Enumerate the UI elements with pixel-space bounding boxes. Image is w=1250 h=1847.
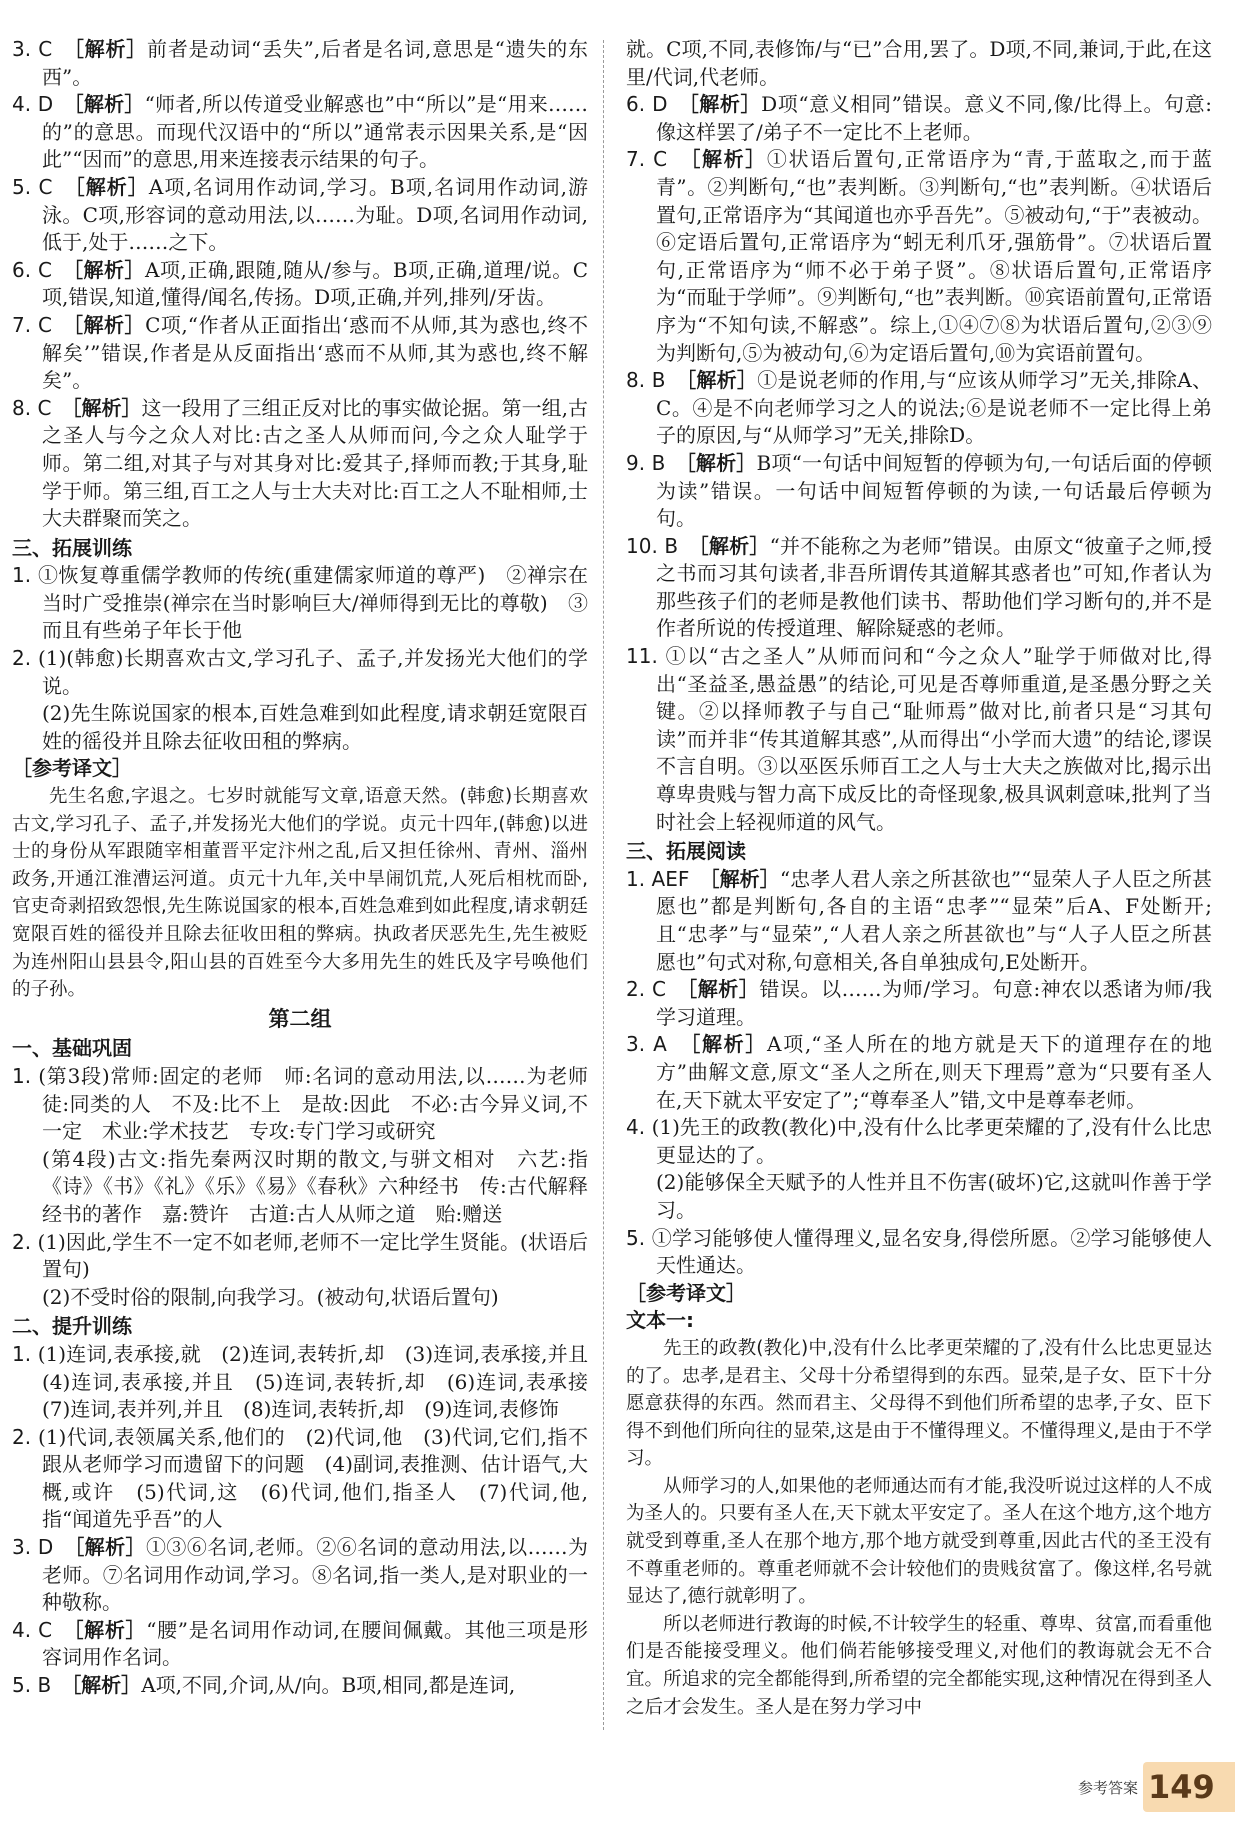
item-number: 1. (626, 866, 646, 891)
item-number: 1. (12, 1341, 32, 1366)
item-number: 2. (12, 1424, 32, 1449)
reference-label: 文本一: (626, 1308, 694, 1333)
answer-choice: D (37, 92, 54, 117)
analysis-tag: ［解析］ (73, 1617, 147, 1642)
analysis-tag: ［解析］ (709, 866, 780, 891)
analysis-tag: ［解析］ (685, 450, 757, 475)
analysis-tag: ［解析］ (74, 174, 149, 199)
answer-text: 错误。以……为师/学习。句意:神农以悉诸为师/我学习道理。 (656, 977, 1213, 1029)
answer-choice: C (38, 37, 53, 61)
answer-item (12, 645, 588, 700)
section-heading: 二、提升训练 (12, 1314, 132, 1339)
analysis-tag: ［解析］ (698, 533, 770, 558)
item-number: 5. (626, 1225, 646, 1250)
analysis-tag: ［解析］ (71, 395, 142, 420)
right-column (626, 36, 1212, 1721)
answer-choice: B (651, 368, 666, 393)
answer-item (626, 146, 1212, 367)
answer-item (12, 36, 588, 91)
answer-item (12, 1672, 588, 1700)
answer-text: ①恢复尊重儒学教师的传统(重建儒家师道的尊严) ②禅宗在当时广受推崇(禅宗在当时影响巨大/禅师得到无比的尊敬) ③而且有些弟子年长于他 (38, 563, 589, 643)
answer-subitem: (2)先生陈说国家的根本,百姓急难到如此程度,请求朝廷宽限百姓的徭役并且除去征收田租的弊病。 (42, 701, 588, 753)
item-number: 4. (626, 1115, 646, 1140)
answer-item (12, 1424, 588, 1534)
page-number: 149 (1148, 1768, 1215, 1806)
answer-text: ①③⑥名词,老师。②⑥名词的意动用法,以……为老师。⑦名词用作动词,学习。⑧名词,指一类人,是对职业的一种敬称。 (42, 1535, 589, 1615)
answer-choice: C (653, 147, 668, 172)
analysis-tag: ［解析］ (690, 1032, 768, 1057)
answer-item (12, 1063, 609, 1146)
answer-item (626, 1031, 1212, 1114)
answer-item (12, 1341, 608, 1424)
answer-text: 前者是动词“丢失”,后者是名词,意思是“遗失的东西”。 (42, 37, 589, 89)
analysis-tag: ［解析］ (73, 92, 145, 117)
section-heading: 一、基础巩固 (12, 1036, 132, 1061)
analysis-tag: ［解析］ (74, 1535, 146, 1560)
reference-label: ［参考译文］ (626, 1280, 746, 1305)
translation-paragraph: 先生名愈,字退之。七岁时就能写文章,语意天然。(韩愈)长期喜欢古文,学习孔子、孟子,并发扬光大他们的学说。贞元十四年,(韩愈)以进士的身份从军跟随宰相董晋平定汴州之乱,后又担任徐州、青州、淄州政务,开通江淮漕运河道。贞元十九年,关中旱闹饥荒,人死后相枕而卧,官吏奇剥招致怨恨,先生陈说国家的根本,百姓急难到如此程度,请求朝廷宽限百姓的徭役并且除去征收田租的弊病。执政者厌恶先生,先生被贬为连州阳山县县令,阳山县的百姓至今大多用先生的姓氏及字号唤他们的子孙。 (12, 786, 588, 1001)
answer-text: (1)因此,学生不一定不如老师,老师不一定比学生贤能。(状语后置句) (37, 1229, 588, 1282)
answer-item (626, 976, 1212, 1031)
item-number: 1. (12, 563, 32, 588)
answer-text: 这一段用了三组正反对比的事实做论据。第一组,古之圣人与今之众人对比:古之圣人从师而问,今之众人耻学于师。第二组,对其子与对其身对比:爱其子,择师而教;于其身,耻学于师。第三组,百工之人与士大夫对比:百工之人不耻相师,士大夫群聚而笑之。 (42, 395, 589, 531)
answer-item (626, 367, 1212, 450)
item-number: 5. (12, 1673, 32, 1698)
answer-text: ①状语后置句,正常语序为“青,于蓝取之,而于蓝青”。②判断句,“也”表判断。③判断句,“也”表判断。④状语后置句,正常语序为“其闻道也亦乎吾先”。⑤被动句,“于”表被动。⑥定语后置句,正常语序为“蚓无利爪牙,强筋骨”。⑦状语后置句,正常语序为“师不必于弟子贤”。⑧状语后置句,正常语序为“而耻于学师”。⑨判断句,“也”表判断。⑩宾语前置句,正常语序为“不知句读,不解惑”。综上,①④⑦⑧为状语后置句,②③⑨为判断句,⑤为被动句,⑥为定语后置句,⑩为宾语前置句。 (656, 147, 1213, 365)
column-divider (603, 40, 604, 1730)
left-column (12, 36, 609, 1700)
answer-item (12, 257, 588, 312)
answer-item (626, 1114, 1212, 1169)
translation-paragraph: 从师学习的人,如果他的老师通达而有才能,我没听说过这样的人不成为圣人的。只要有圣人在,天下就太平安定了。圣人在这个地方,这个地方就受到尊重,圣人在那个地方,那个地方就受到尊重,因此古代的圣王没有不尊重老师的。尊重老师就不会计较他们的贵贱贫富了。像这样,名号就显达了,德行就彰明了。 (626, 1475, 1212, 1608)
analysis-tag: ［解析］ (72, 257, 146, 282)
answer-item (626, 91, 1212, 146)
answer-item (626, 1225, 1212, 1280)
answer-item (626, 450, 1212, 533)
item-number: 3. (12, 1535, 32, 1560)
item-number: 1. (12, 1063, 32, 1088)
answer-choice: C (38, 1617, 53, 1642)
answer-continuation: 就。C项,不同,表修饰/与“已”合用,罢了。D项,不同,兼词,于此,在这里/代词,代老师。 (626, 37, 1212, 89)
answer-text: ①学习能够使人懂得理义,显名安身,得偿所愿。②学习能够使人天性通达。 (651, 1225, 1213, 1278)
group-heading: 第二组 (268, 1006, 332, 1031)
answer-item (12, 312, 588, 395)
answer-choice: C (37, 312, 52, 337)
answer-text: “并不能称之为老师”错误。由原文“彼童子之师,授之书而习其句读者,非吾所谓传其道解其惑者也”可知,作者认为那些孩子们的老师是教他们读书、帮助他们学习断句的,并不是作者所说的传授道理、解除疑惑的老师。 (656, 533, 1213, 641)
answer-choice: B (651, 450, 666, 475)
item-number: 5. (12, 174, 32, 199)
answer-text: (第3段)常师:固定的老师 师:名词的意动用法,以……为老师 徒:同类的人 不及:比不上 是故:因此 不必:古今异义词,不一定 术业:学术技艺 专攻:专门学习或研究 (38, 1063, 609, 1144)
reference-label: ［参考译文］ (12, 756, 132, 781)
footer-label: 参考答案 (1078, 1779, 1139, 1797)
answer-item (12, 1229, 588, 1284)
item-number: 7. (626, 147, 646, 172)
item-number: 4. (12, 92, 32, 117)
answer-text: B项“一句话中间短暂的停顿为句,一句话后面的停顿为读”错误。一句话中间短暂停顿的为读,一句话最后停顿为句。 (656, 450, 1213, 531)
item-number: 8. (12, 395, 32, 420)
item-number: 3. (626, 1032, 646, 1057)
answer-choice: A (653, 1032, 667, 1057)
answer-item (626, 866, 1212, 976)
answer-text: A项,不同,介词,从/向。B项,相同,都是连词, (141, 1673, 516, 1698)
answer-text: (1)先王的政教(教化)中,没有什么比孝更荣耀的了,没有什么比忠更显达的了。 (651, 1115, 1213, 1167)
item-number: 7. (12, 312, 32, 337)
answer-text: A项,名词用作动词,学习。B项,名词用作动词,游泳。C项,形容词的意动用法,以……为耻。D项,名词用作动词,低于,处于……之下。 (42, 174, 589, 255)
item-number: 6. (12, 257, 32, 282)
item-number: 2. (626, 977, 646, 1002)
item-number: 4. (12, 1617, 32, 1642)
analysis-tag: ［解析］ (688, 92, 762, 117)
answer-choice: D (37, 1535, 54, 1560)
analysis-tag: ［解析］ (73, 37, 148, 61)
answer-text: D项“意义相同”错误。意义不同,像/比得上。句意:像这样罢了/弟子不一定比不上老师。 (656, 92, 1213, 144)
answer-item (626, 533, 1212, 643)
answer-subitem: (第4段)古文:指先秦两汉时期的散文,与骈文相对 六艺:指《诗》《书》《礼》《乐》《易》《春秋》六种经书 传:古代解释经书的著作 嘉:赞许 古道:古人从师之道 贻:赠送 (42, 1146, 588, 1226)
answer-choice: B (37, 1673, 52, 1698)
answer-item (12, 1617, 588, 1672)
answer-text: (1)代词,表领属关系,他们的 (2)代词,他 (3)代词,它们,指不跟从老师学习而遗留下的问题 (4)副词,表推测、估计语气,大概,或许 (5)代词,这 (6)代词,他们,指圣人 (7)代词,他,指“闻道先乎吾”的人 (37, 1424, 589, 1532)
answer-text: “师者,所以传道受业解惑也”中“所以”是“用来……的”的意思。而现代汉语中的“所以”通常表示因果关系,是“因此”“因而”的意思,用来连接表示结果的句子。 (42, 92, 589, 172)
answer-choice: AEF (651, 866, 690, 891)
answer-text: A项,正确,跟随,随从/参与。B项,正确,道理/说。C项,错误,知道,懂得/闻名,传扬。D项,正确,并列,排列/牙齿。 (42, 257, 589, 310)
translation-paragraph: 先王的政教(教化)中,没有什么比孝更荣耀的了,没有什么比忠更显达的了。忠孝,是君主、父母十分希望得到的东西。显荣,是子女、臣下十分愿意获得的东西。然而君主、父母得不到他们所希望的忠孝,子女、臣下得不到他们所向往的显荣,这是由于不懂得理义。不懂得理义,是由于不学习。 (626, 1337, 1212, 1470)
analysis-tag: ［解析］ (687, 977, 760, 1002)
item-number: 6. (626, 92, 646, 117)
answer-choice: B (664, 533, 679, 558)
answer-text: A项,“圣人所在的地方就是天下的道理存在的地方”曲解文意,原文“圣人之所在,则天下理焉”意为“只要有圣人在,天下就太平安定了”;“尊奉圣人”错,文中是尊奉老师。 (656, 1032, 1213, 1112)
item-number: 10. (626, 533, 658, 558)
answer-item (12, 1534, 588, 1617)
answer-text: “忠孝人君人亲之所甚欲也”“显荣人子人臣之所甚愿也”都是判断句,各自的主语“忠孝”“显荣”后A、F处断开;且“忠孝”与“显荣”,“人君人亲之所甚欲也”与“人子人臣之所甚愿也”句式对称,句意相关,各自单独成句,E处断开。 (656, 866, 1213, 974)
section-heading: 三、拓展阅读 (626, 839, 746, 864)
answer-text: (1)(韩愈)长期喜欢古文,学习孔子、孟子,并发扬光大他们的学说。 (37, 646, 588, 698)
analysis-tag: ［解析］ (73, 312, 146, 337)
answer-choice: D (652, 92, 668, 117)
translation-paragraph: 所以老师进行教诲的时候,不计较学生的轻重、尊卑、贫富,而看重他们是否能接受理义。他们倘若能够接受理义,对他们的教诲就会无不合宜。所追求的完全都能得到,所希望的完全都能实现,这种情况在得到圣人之后才会发生。圣人是在努力学习中 (626, 1613, 1212, 1718)
answer-subitem: (2)能够保全天赋予的人性并且不伤害(破坏)它,这就叫作善于学习。 (656, 1170, 1212, 1222)
item-number: 11. (626, 644, 658, 669)
item-number: 2. (12, 1229, 32, 1254)
item-number: 3. (12, 37, 32, 61)
section-heading: 三、拓展训练 (12, 535, 132, 560)
item-number: 2. (12, 646, 32, 671)
answer-choice: C (652, 977, 666, 1002)
answer-item (12, 562, 588, 645)
answer-item (12, 91, 588, 174)
answer-item (12, 395, 588, 533)
answer-choice: C (37, 395, 52, 420)
answer-subitem: (2)不受时俗的限制,向我学习。(被动句,状语后置句) (42, 1284, 499, 1309)
answer-text: (1)连词,表承接,就 (2)连词,表转折,却 (3)连词,表承接,并且 (4)连词,表承接,并且 (5)连词,表转折,却 (6)连词,表承接 (7)连词,表并列,并且 (8)连词,表转折,却 (9)连词,表修饰 (37, 1341, 608, 1422)
analysis-tag: ［解析］ (690, 147, 767, 172)
answer-text: C项,“作者从正面指出‘惑而不从师,其为惑也,终不解矣’”错误,作者是从反面指出‘惑而不从师,其为惑也,终不解矣”。 (42, 312, 589, 393)
answer-text: ①是说老师的作用,与“应该从师学习”无关,排除A、C。④是不向老师学习之人的说法;⑥是说老师不一定比得上弟子的原因,与“从师学习”无关,排除D。 (656, 368, 1212, 448)
answer-item (626, 643, 1212, 836)
answer-choice: C (38, 174, 53, 199)
answer-item (12, 174, 588, 257)
answer-choice: C (37, 257, 52, 282)
answer-text: “腰”是名词用作动词,在腰间佩戴。其他三项是形容词用作名词。 (42, 1617, 589, 1670)
analysis-tag: ［解析］ (686, 368, 758, 393)
item-number: 9. (626, 450, 646, 475)
item-number: 8. (626, 368, 646, 393)
analysis-tag: ［解析］ (71, 1673, 142, 1698)
answer-text: ①以“古之圣人”从师而问和“今之众人”耻学于师做对比,得出“圣益圣,愚益愚”的结论,可见是否尊师重道,是圣愚分野之关键。②以择师教子与自己“耻师焉”做对比,前者只是“习其句读”而并非“传其道解其惑”,从而得出“小学而大遗”的结论,谬误不言自明。③以巫医乐师百工之人与士大夫之族做对比,揭示出尊卑贵贱与智力高下成反比的奇怪现象,极具讽刺意味,批判了当时社会上轻视师道的风气。 (656, 644, 1212, 834)
